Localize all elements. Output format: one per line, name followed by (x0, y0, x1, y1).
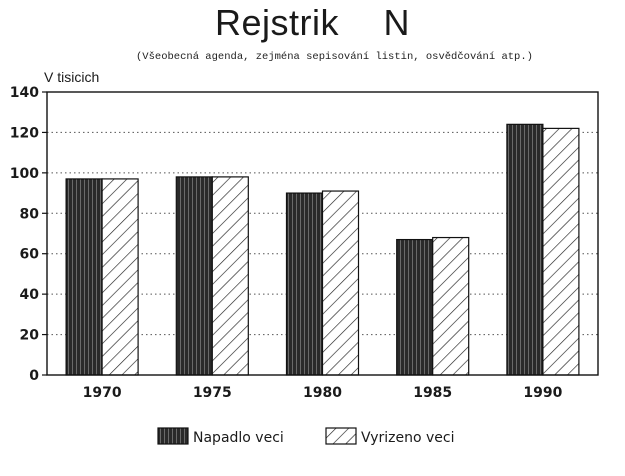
x-tick-label: 1970 (82, 385, 122, 401)
bar-1990-series-2 (543, 128, 579, 375)
bars (66, 124, 579, 375)
bar-1975-series-2 (212, 177, 248, 375)
y-tick-label: 40 (19, 287, 39, 304)
chart-title: Rejstrik N (214, 2, 410, 43)
y-tick-label: 140 (9, 85, 39, 101)
bar-1990-series-1 (507, 124, 543, 375)
x-tick-label: 1980 (303, 385, 342, 401)
legend-swatch-1 (158, 428, 188, 444)
y-tick-label: 20 (19, 327, 39, 344)
legend (158, 428, 454, 446)
legend-swatch-2 (326, 428, 356, 444)
y-tick-label: 0 (29, 368, 39, 384)
y-tick-label: 60 (19, 246, 39, 263)
bar-1980-series-1 (287, 193, 323, 375)
y-tick-label: 100 (9, 165, 39, 182)
x-tick-label: 1975 (192, 385, 232, 401)
x-tick-label: 1985 (413, 385, 453, 401)
bar-1975-series-1 (176, 177, 212, 375)
y-tick-label: 80 (19, 206, 39, 223)
legend-label-2: Vyrizeno veci (361, 430, 455, 446)
legend-label-1: Napadlo veci (193, 430, 284, 446)
y-axis-label: V tisicich (44, 69, 100, 85)
y-tick-label: 120 (9, 125, 39, 142)
bar-1985-series-1 (397, 240, 433, 375)
bar-1970-series-1 (66, 179, 102, 375)
bar-1970-series-2 (102, 179, 138, 375)
bar-1985-series-2 (433, 238, 469, 375)
chart-subtitle: (Všeobecná agenda, zejména sepisování listin, osvědčování atp.) (136, 51, 533, 63)
x-tick-label: 1990 (523, 385, 563, 401)
bar-1980-series-2 (323, 191, 359, 375)
